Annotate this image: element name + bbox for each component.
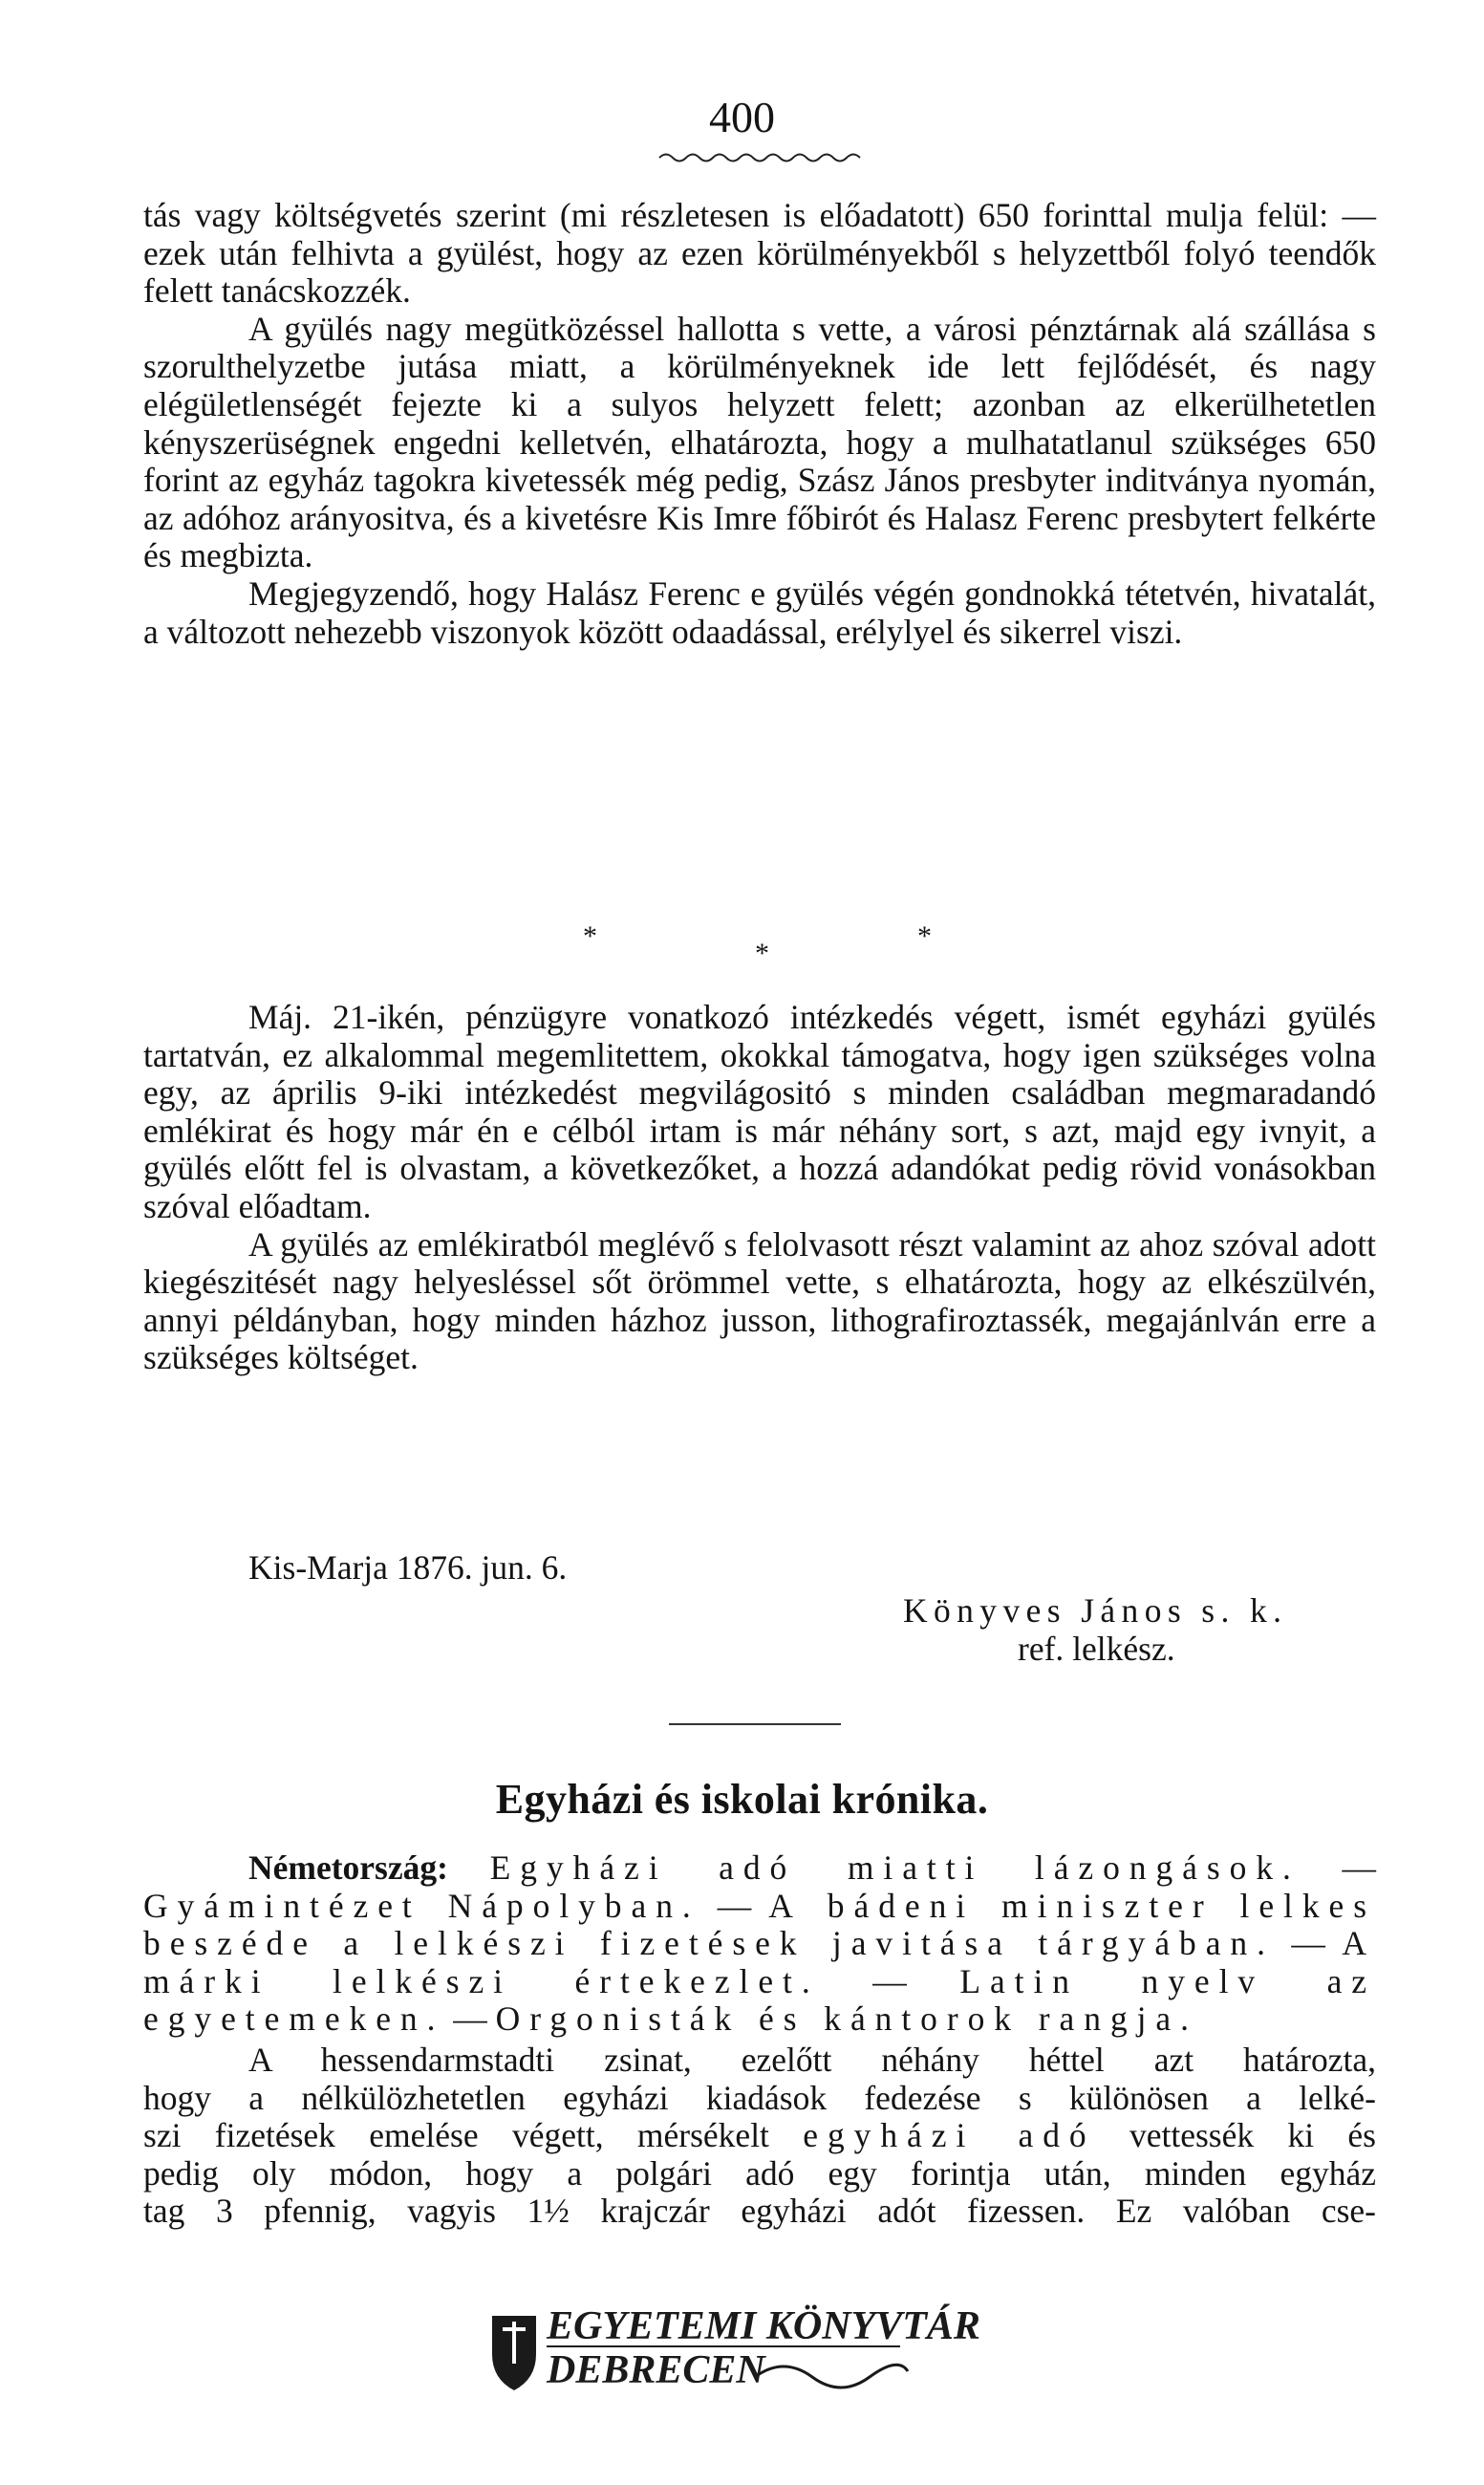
text-line: hogy a nélkülözhetetlen egyházi kiadások fedezése s különösen a lelké- [143,2078,1376,2117]
summary-item: A bádeni miniszter lelkes beszéde a lelkészi fizetések javitása tárgyában. [143,1886,1376,1963]
signature-title: ref. lelkész. [1018,1630,1175,1668]
summary-separator: — [1274,1924,1343,1963]
library-stamp [478,2289,980,2404]
summary-separator: — [1300,1848,1377,1887]
summary-item: Latin nyelv az egyetemeken. [143,1961,1376,2039]
signature-name: Könyves János s. k. [903,1591,1288,1630]
summary-separator: — [699,1886,769,1925]
text-line [143,2117,1376,2155]
stamp-line-1: EGYETEMI KÖNYVTÁR [547,2304,980,2348]
text-segment: vettessék ki és [1095,2116,1376,2155]
paragraph: Megjegyzendő, hogy Halász Ferenc e gyülés végén gondnokká tétetvén, hivatalát, a változott nehezebb viszonyok között odaadással, erélylyel és sikerrel viszi. [143,573,1376,651]
star-mark: * [583,920,597,952]
summary-separator: — [444,1999,496,2039]
summary-item: Egyházi adó miatti lázongások. [489,1848,1301,1887]
final-paragraph [143,2042,1376,2231]
middle-text-block [143,999,1376,1377]
summary-separator: — [819,1961,960,2000]
paragraph: Máj. 21-ikén, pénzügyre vonatkozó intézkedés végett, ismét egyházi gyülés tartatván, ez alkalommal megemlitettem, okokkal támogatva, hogy igen szükséges volna egy, az április 9-iki intézkedést megvilágositó s minden családban megmaradandó emlékirat és hogy már én e célból irtam is már néhány sort, s azt, majd egy ivnyit, a gyülés előtt fel is olvastam, a következőket, a hozzá adandókat pedig rövid vonásokban szóval előadtam. [143,998,1376,1225]
summary-item: Orgonisták és kántorok rangja. [495,1999,1198,2039]
text-line: A hessendarmstadti zsinat, ezelőtt néhány héttel azt határozta, [248,2041,1376,2079]
wavy-ornament [659,151,860,164]
stamp-shield-icon [492,2316,536,2390]
horizontal-rule [669,1723,841,1725]
text-line: tag 3 pfennig, vagyis 1½ krajczár egyházi adót fizessen. Ez valóban cse- [143,2192,1376,2231]
summary-item: Gyámintézet Nápolyban. [143,1886,700,1925]
paragraph: tás vagy költségvetés szerint (mi részletesen is előadatott) 650 forinttal mulja felül: — ezek után felhivta a gyülést, hogy az ezen körülményekből s helyzettből folyó teendők felett tanácskozzék. [143,196,1376,311]
summary-paragraph [143,1849,1376,2039]
summary-item: A márki lelkészi értekezlet. [143,1924,1376,2000]
date-line: Kis-Marja 1876. jun. 6. [248,1548,568,1587]
emphasized-term: egyházi adó [803,2116,1096,2155]
star-mark: * [755,938,769,969]
text-line: pedig oly módon, hogy a polgári adó egy forintja után, minden egyház [143,2153,1376,2193]
chronicle-summary [143,1849,1376,2039]
section-heading: Egyházi és iskolai krónika. [495,1776,989,1823]
paragraph: A gyülés nagy megütközéssel hallotta s vette, a városi pénztárnak alá szállása s szorulthelyzetbe jutása miatt, a körülményeknek ide lett fejlődését, és nagy elégületlenségét fejezte ki a sulyos helyzett felett; azonban az elkerülhetetlen kényszerüségnek engedni kelletvén, elhatározta, hogy a mulhatatlanul szükséges 650 forint az egyház tagokra kivetessék még pedig, Szász János presbyter inditványa nyomán, az adóhoz arányositva, és a kivetésre Kis Imre főbirót és Halasz Ferenc presbytert felkérte és megbizta. [143,309,1376,575]
text-segment: szi fizetések emelése végett, mérsékelt [143,2116,804,2155]
stamp-line-2: DEBRECEN [547,2348,765,2392]
paragraph: A gyülés az emlékiratból meglévő s felolvasott részt valamint az ahoz szóval adott kiegészitését nagy helyesléssel sőt örömmel vette, s elhatározta, hogy az elkészülvén, annyi példányban, hogy minden házhoz jusson, lithografiroztassék, megajánlván erre a szükséges költséget. [143,1224,1376,1377]
summary-country: Németország: [248,1848,448,1887]
page-number: 400 [709,93,775,141]
stamp-flourish [755,2365,908,2388]
star-mark: * [917,920,932,952]
top-text-block [143,197,1376,651]
section-separator-stars [0,920,1484,969]
